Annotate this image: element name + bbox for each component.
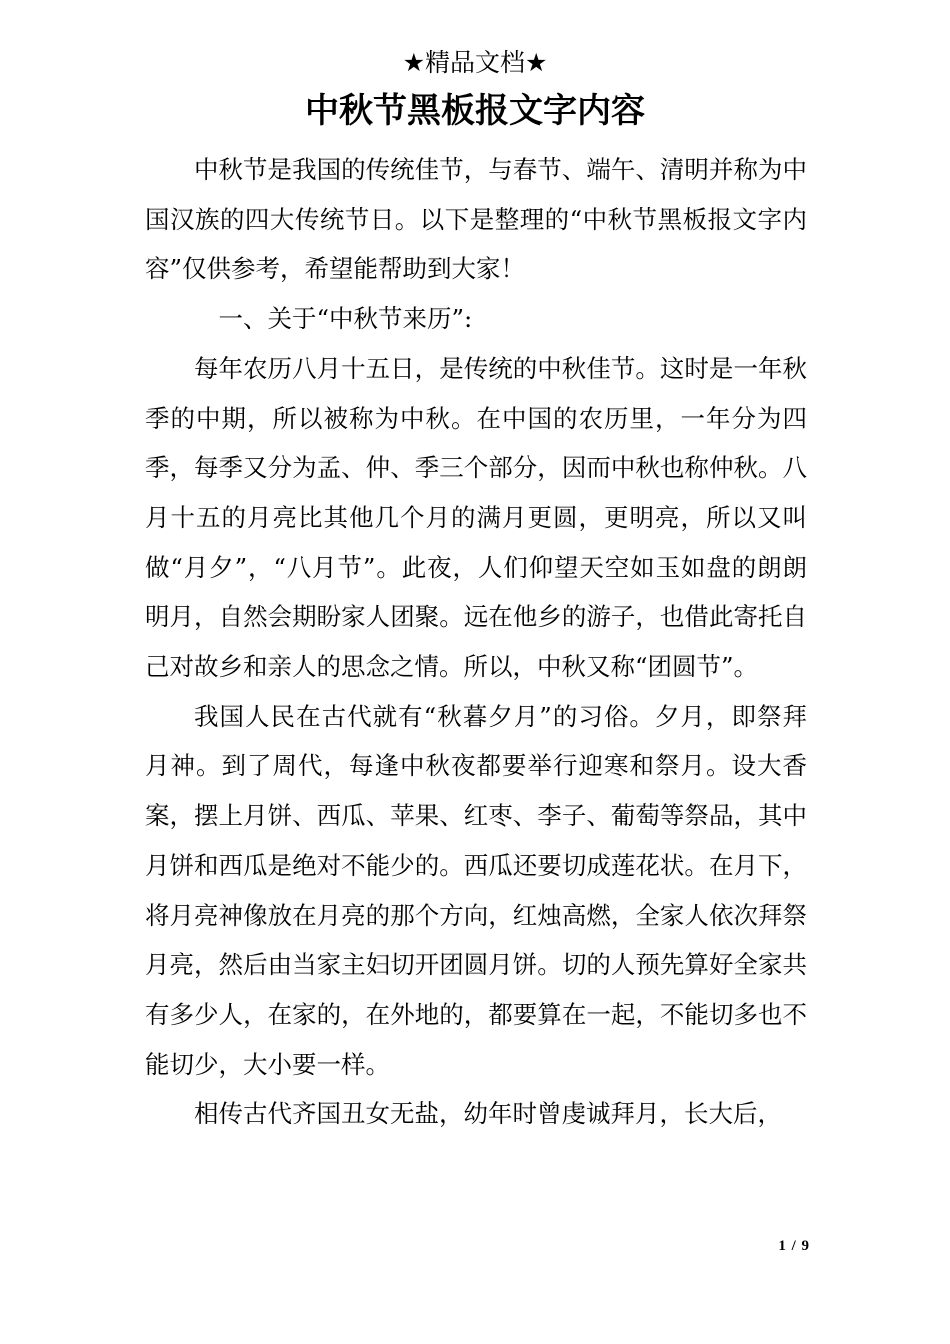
- body-paragraph: 每年农历八月十五日，是传统的中秋佳节。这时是一年秋季的中期，所以被称为中秋。在中国的农历里，一年分为四季，每季又分为孟、仲、季三个部分，因而中秋也称仲秋。八月十五的月亮比其他几个月的满月更圆，更明亮，所以又叫做“月夕”，“八月节”。此夜，人们仰望天空如玉如盘的朗朗明月，自然会期盼家人团聚。远在他乡的游子，也借此寄托自己对故乡和亲人的思念之情。所以，中秋又称“团圆节”。: [145, 353, 807, 682]
- header-mark: ★精品文档★: [402, 48, 548, 77]
- body-paragraph: 相传古代齐国丑女无盐，幼年时曾虔诚拜月，长大后，: [194, 1099, 782, 1129]
- document-title: 中秋节黑板报文字内容: [305, 91, 645, 131]
- page-number: 1 / 9: [778, 1238, 810, 1254]
- section-heading: 一、关于“中秋节来历”:: [218, 304, 473, 334]
- intro-paragraph: 中秋节是我国的传统佳节，与春节、端午、清明并称为中国汉族的四大传统节日。以下是整理的“中秋节黑板报文字内容”仅供参考，希望能帮助到大家！: [145, 155, 807, 284]
- body-paragraph: 我国人民在古代就有“秋暮夕月”的习俗。夕月，即祭拜月神。到了周代，每逢中秋夜都要举行迎寒和祭月。设大香案，摆上月饼、西瓜、苹果、红枣、李子、葡萄等祭品，其中月饼和西瓜是绝对不能少的。西瓜还要切成莲花状。在月下，将月亮神像放在月亮的那个方向，红烛高燃，全家人依次拜祭月亮，然后由当家主妇切开团圆月饼。切的人预先算好全家共有多少人，在家的，在外地的，都要算在一起，不能切多也不能切少，大小要一样。: [145, 701, 807, 1079]
- document-body: [145, 145, 807, 1139]
